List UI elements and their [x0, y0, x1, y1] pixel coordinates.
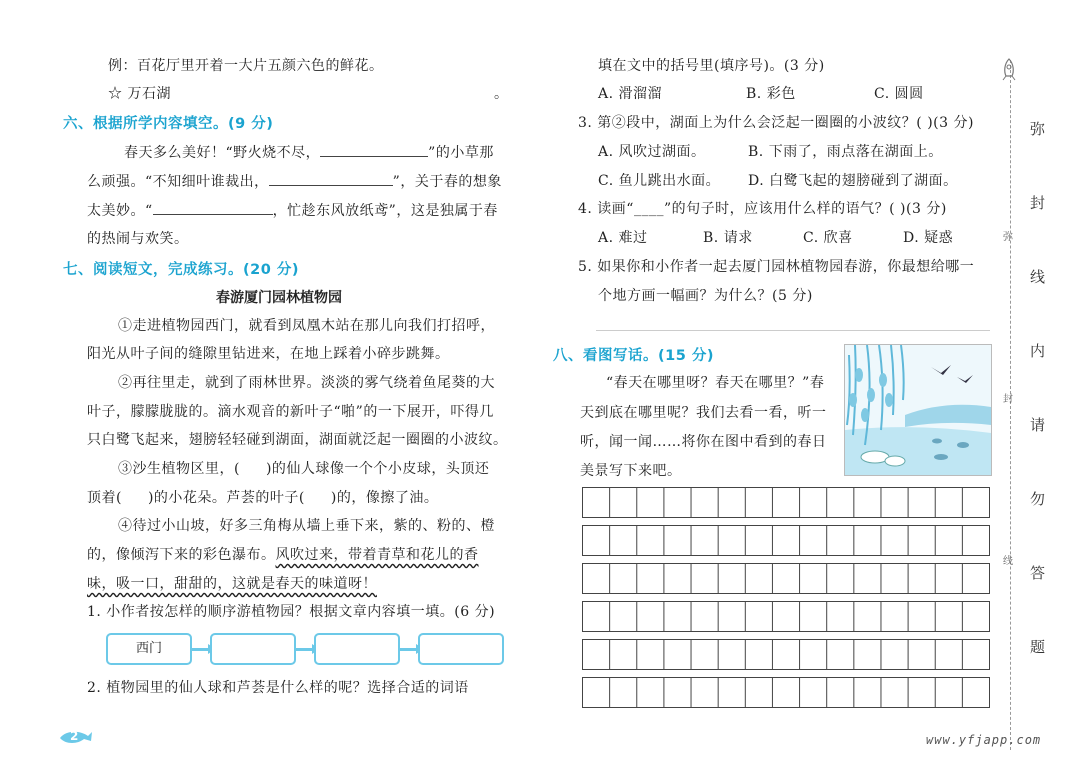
para-4b: 的，像倾泻下来的彩色瀑布。风吹过来，带着青草和花儿的香 — [87, 547, 479, 563]
star-item: ☆ 万石湖 — [108, 86, 171, 102]
section-8-title: 八、看图写话。(15 分) — [553, 348, 714, 364]
s6-line-3: 太美妙。“ ，忙趁东风放纸鸢”，这是独属于春 — [87, 200, 498, 221]
divider — [596, 330, 990, 331]
binding-char: 题 — [1030, 638, 1046, 656]
s6-line-4: 的热闹与欢笑。 — [87, 231, 189, 247]
q2-continued: 填在文中的括号里(填序号)。(3 分) — [598, 58, 825, 74]
arrow-icon — [295, 648, 313, 651]
flow-box-3[interactable] — [314, 633, 400, 665]
question-5b: 个地方画一幅画？为什么？(5 分) — [598, 288, 813, 304]
arrow-icon — [191, 648, 209, 651]
s6-line-1: 春天多么美好！“野火烧不尽， ”的小草那 — [124, 142, 494, 163]
flow-box-4[interactable] — [418, 633, 504, 665]
binding-small-char: 弥 — [1003, 232, 1013, 243]
question-2: 2. 植物园里的仙人球和芦荟是什么样的呢？选择合适的词语 — [87, 680, 469, 696]
example-line: 例：百花厅里开着一大片五颜六色的鲜花。 — [108, 58, 384, 74]
question-3: 3. 第②段中，湖面上为什么会泛起一圈圈的小波纹？( )(3 分) — [578, 115, 974, 131]
flow-box-2[interactable] — [210, 633, 296, 665]
binding-char: 勿 — [1030, 490, 1046, 508]
para-4c: 味，吸一口，甜甜的，这就是春天的味道呀！ — [87, 576, 377, 592]
para-2a: ②再往里走，就到了雨林世界。淡淡的雾气绕着鱼尾葵的大 — [118, 375, 495, 391]
fill-blank[interactable] — [269, 171, 393, 186]
page-number: 2 — [70, 729, 79, 743]
para-1b: 阳光从叶子间的缝隙里钻进来，在地上踩着小碎步跳舞。 — [87, 346, 450, 362]
article-title: 春游厦门园林植物园 — [216, 290, 342, 306]
question-5a: 5. 如果你和小作者一起去厦门园林植物园春游，你最想给哪一 — [578, 259, 975, 275]
s6-line-2: 么顽强。“不知细叶谁裁出， ”，关于春的想象 — [87, 171, 502, 192]
section-7-title: 七、阅读短文，完成练习。(20 分) — [63, 262, 299, 278]
binding-line — [1010, 60, 1012, 750]
para-4a: ④待过小山坡，好多三角梅从墙上垂下来，紫的、粉的、橙 — [118, 518, 495, 534]
binding-char: 请 — [1030, 416, 1046, 434]
writing-grid[interactable] — [582, 487, 990, 709]
para-2c: 只白鹭飞起来，翅膀轻轻碰到湖面，湖面就泛起一圈圈的小波纹。 — [87, 432, 508, 448]
binding-small-char: 封 — [1003, 394, 1013, 405]
question-4: 4. 读画“____”的句子时，应该用什么样的语气？( )(3 分) — [578, 201, 947, 217]
s8-line-1: “春天在哪里呀？春天在哪里？”春 — [606, 375, 825, 391]
q4-options: A. 难过 B. 请求 C. 欣喜 D. 疑惑 — [598, 230, 954, 246]
question-1: 1. 小作者按怎样的顺序游植物园？根据文章内容填一填。(6 分) — [87, 604, 496, 620]
s8-line-4: 美景写下来吧。 — [580, 463, 682, 479]
spring-illustration — [844, 344, 992, 476]
q3-options-row1: A. 风吹过湖面。 B. 下雨了，雨点落在湖面上。 — [598, 144, 943, 160]
binding-char: 弥 — [1030, 120, 1046, 138]
q2-options: A. 滑溜溜 B. 彩色 C. 圆圆 — [598, 86, 924, 102]
binding-small-char: 线 — [1003, 556, 1013, 567]
s8-line-2: 天到底在哪里呢？我们去看一看，听一 — [580, 405, 827, 421]
binding-char: 线 — [1030, 268, 1046, 286]
binding-char: 封 — [1030, 194, 1046, 212]
arrow-icon — [399, 648, 417, 651]
section-6-title: 六、根据所学内容填空。(9 分) — [63, 116, 274, 132]
para-2b: 叶子，朦朦胧胧的。滴水观音的新叶子“啪”的一下展开，吓得几 — [87, 404, 494, 420]
star-item-end: 。 — [494, 86, 509, 102]
s8-line-3: 听，闻一闻……将你在图中看到的春日 — [580, 434, 827, 450]
fill-blank[interactable] — [320, 142, 428, 157]
para-3b: 顶着( )的小花朵。芦荟的叶子( )的，像擦了油。 — [87, 490, 439, 506]
binding-char: 答 — [1030, 564, 1046, 582]
binding-char: 内 — [1030, 342, 1046, 360]
page-number-badge — [58, 729, 94, 747]
para-1a: ①走进植物园西门，就看到凤凰木站在那儿向我们打招呼， — [118, 318, 495, 334]
q3-options-row2: C. 鱼儿跳出水面。 D. 白鹭飞起的翅膀碰到了湖面。 — [598, 173, 958, 189]
rocket-icon — [1000, 58, 1018, 82]
watermark: www.yfjapp.com — [926, 733, 1042, 747]
para-3a: ③沙生植物区里，( )的仙人球像一个个小皮球，头顶还 — [118, 461, 490, 477]
fill-blank[interactable] — [153, 200, 273, 215]
flow-box-1: 西门 — [106, 633, 192, 665]
